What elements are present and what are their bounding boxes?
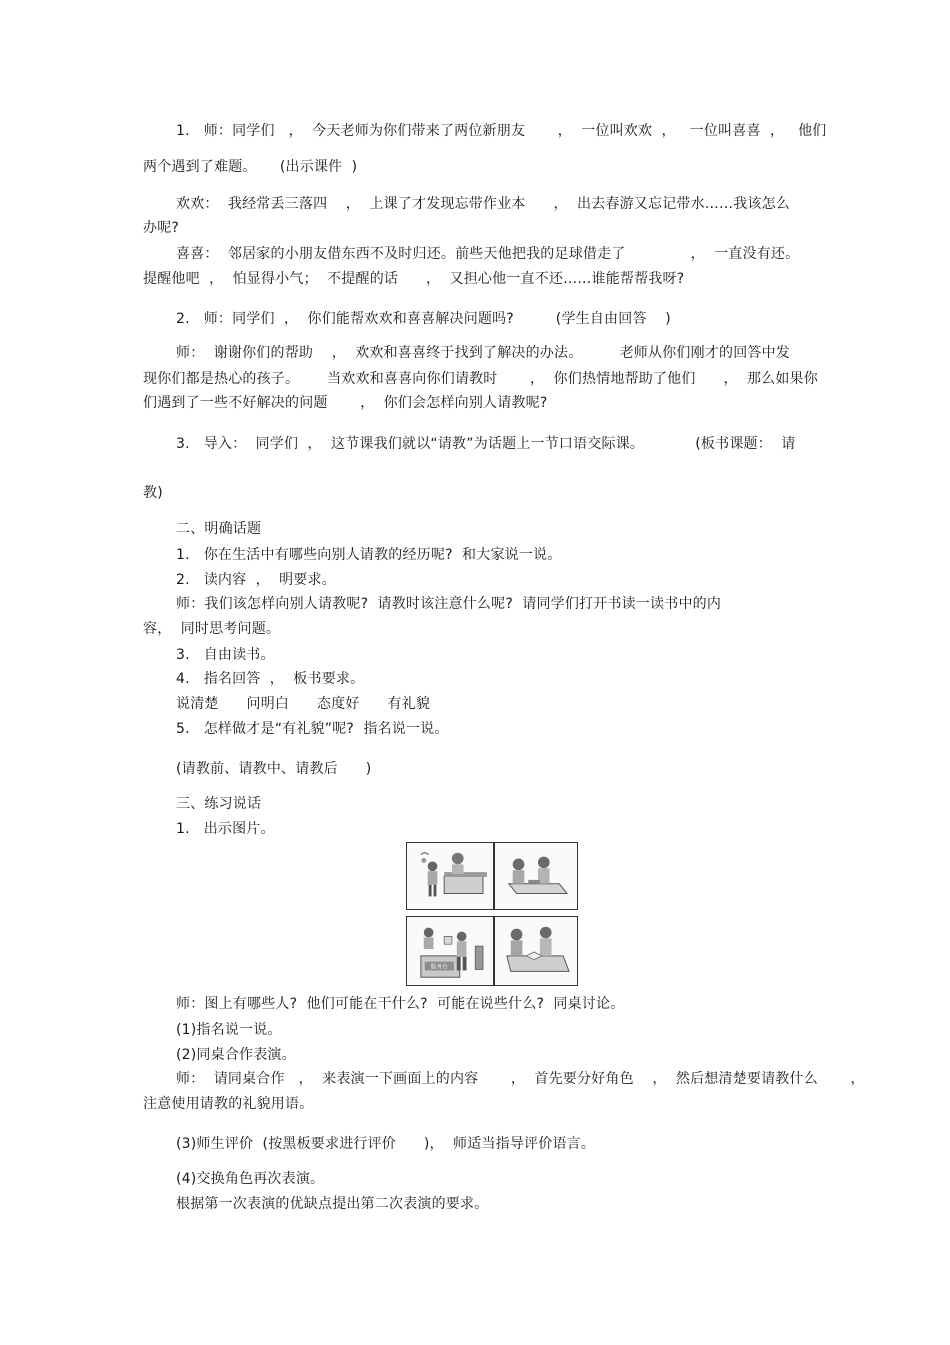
panel-study-table [494, 842, 578, 910]
text-line: (3)师生评价 (按黑板要求进行评价 )， 师适当指导评价语言。 [176, 1136, 596, 1152]
text-line: (4)交换角色再次表演。 [176, 1171, 325, 1187]
text-line: (1)指名说一说。 [176, 1022, 282, 1038]
text-line: (2)同桌合作表演。 [176, 1047, 296, 1063]
text-line: 办呢? [143, 220, 180, 236]
text-line: 2. 读内容 ， 明要求。 [176, 572, 336, 588]
service-desk-sign: 服务台 [430, 964, 449, 971]
text-line: 提醒他吧 ， 怕显得小气； 不提醒的话 ， 又担心他一直不还……谁能帮帮我呀? [143, 271, 685, 287]
text-line: 1. 师：同学们 ， 今天老师为你们带来了两位新朋友 ， 一位叫欢欢 ， 一位叫喜喜 ， 他们 [176, 123, 827, 139]
child-asking-teacher-icon [407, 843, 493, 909]
panel-teacher-desk [406, 842, 494, 910]
text-line: (请教前、请教中、请教后 ) [176, 761, 372, 777]
section-heading: 二、明确话题 [176, 521, 262, 537]
section-heading: 三、练习说话 [176, 796, 262, 812]
text-line: 现你们都是热心的孩子。 当欢欢和喜喜向你们请教时 ， 你们热情地帮助了他们 ， 那么如果你 [143, 371, 818, 387]
text-line: 2. 师：同学们 ， 你们能帮欢欢和喜喜解决问题吗? (学生自由回答 ) [176, 311, 671, 327]
two-students-table-icon [495, 843, 577, 909]
service-desk-icon [407, 917, 493, 985]
text-line: 注意使用请教的礼貌用语。 [143, 1096, 314, 1112]
panel-reading-book [494, 916, 578, 986]
text-line: 欢欢： 我经常丢三落四 ， 上课了才发现忘带作业本 ， 出去春游又忘记带水……我该怎么 [176, 196, 791, 212]
text-line: 两个遇到了难题。 (出示课件 ) [143, 159, 358, 175]
text-line: 喜喜： 邻居家的小朋友借东西不及时归还。前些天他把我的足球借走了 ， 一直没有还。 [176, 246, 800, 262]
text-line: 4. 指名回答 ， 板书要求。 [176, 671, 365, 687]
text-line: 3. 导入： 同学们 ， 这节课我们就以“请教”为话题上一节口语交际课。 (板书课题： 请 [176, 436, 796, 452]
text-line: 1. 你在生活中有哪些向别人请教的经历呢? 和大家说一说。 [176, 547, 562, 563]
text-line: 容， 同时思考问题。 [143, 621, 281, 637]
text-line: 3. 自由读书。 [176, 647, 275, 663]
text-line: 师：我们该怎样向别人请教呢? 请教时该注意什么呢? 请同学们打开书读一读书中的内 [176, 596, 722, 612]
panel-service-desk [406, 916, 494, 986]
illustration-figure [406, 842, 578, 986]
text-line: 5. 怎样做才是“有礼貌”呢? 指名说一说。 [176, 721, 449, 737]
text-line: 1. 出示图片。 [176, 821, 275, 837]
text-line: 师：图上有哪些人? 他们可能在干什么? 可能在说些什么? 同桌讨论。 [176, 996, 625, 1012]
text-line: 教) [143, 485, 163, 501]
text-line: 说清楚 问明白 态度好 有礼貌 [176, 696, 431, 712]
text-line: 师： 请同桌合作 ， 来表演一下画面上的内容 ， 首先要分好角色 ， 然后想清楚要请教什么 ， [176, 1071, 865, 1087]
text-line: 们遇到了一些不好解决的问题 ， 你们会怎样向别人请教呢? [143, 395, 548, 411]
text-line: 根据第一次表演的优缺点提出第二次表演的要求。 [176, 1196, 489, 1212]
text-line: 师： 谢谢你们的帮助 ， 欢欢和喜喜终于找到了解决的办法。 老师从你们刚才的回答中发 [176, 345, 791, 361]
two-students-book-icon [495, 917, 577, 985]
